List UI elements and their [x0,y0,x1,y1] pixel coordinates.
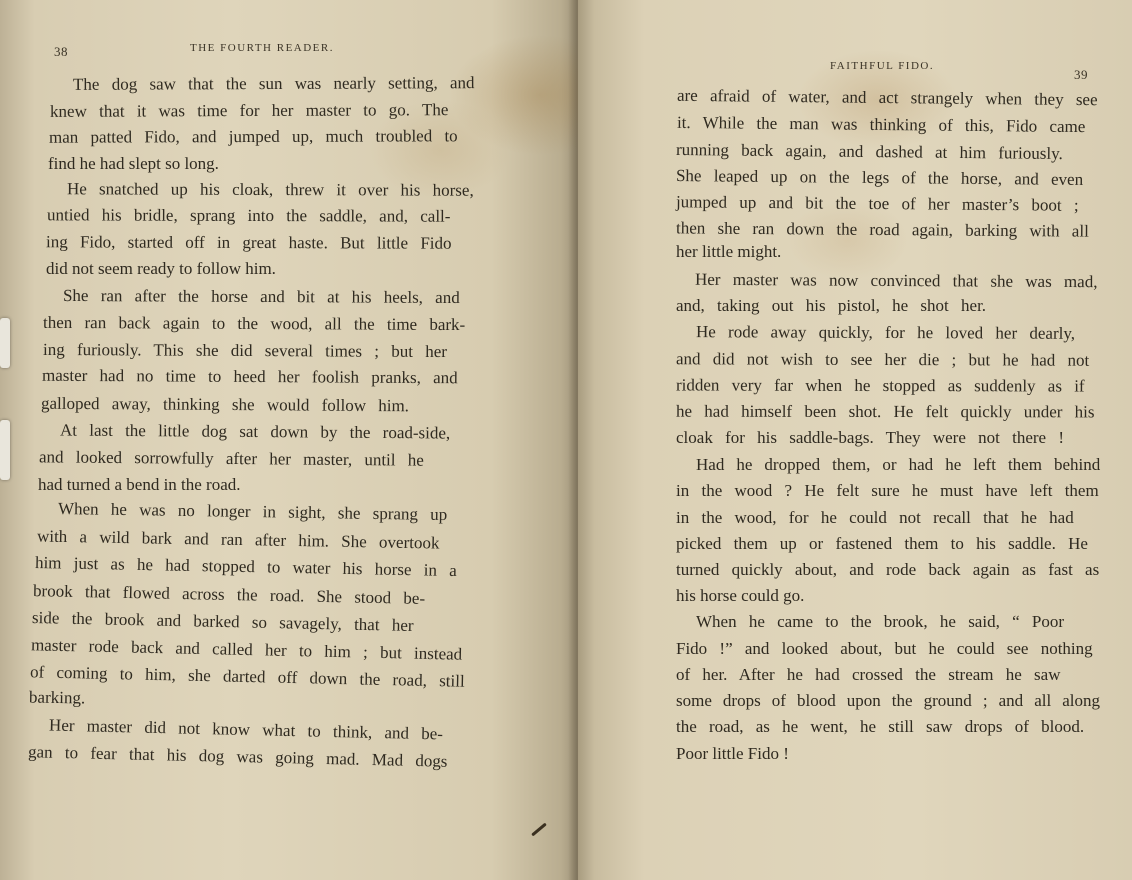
text-line: he had himself been shot. He felt quickly under his [675,401,1095,422]
text-line: man patted Fido, and jumped up, much troubled to [48,126,458,147]
page-number: 39 [1074,67,1088,82]
text-line: The dog saw that the sun was nearly setting, and [72,73,475,94]
text-line: knew that it was time for her master to go. The [49,100,449,121]
text-line: of coming to him, she darted off down the road, still [29,662,465,691]
text-line: She ran after the horse and bit at his heels, and [62,285,460,308]
running-head: THE FOURTH READER. [190,42,334,54]
text-line: barking. [28,687,86,708]
text-line: side the brook and barked so savagely, that her [31,608,414,635]
right-page [578,0,1132,880]
text-line: some drops of blood upon the ground ; and all along [676,691,1101,710]
page-number: 38 [54,44,68,59]
running-head: FAITHFUL FIDO. [830,60,935,72]
text-line: and, taking out his pistol, he shot her. [676,296,987,315]
text-line: had turned a bend in the road. [38,475,241,494]
text-line: ing Fido, started off in great haste. But little Fido [45,232,452,253]
text-line: master had no time to heed her foolish pranks, and [41,365,458,388]
text-line: Fido !” and looked about, but he could see nothing [676,639,1093,658]
text-line: it. While the man was thinking of this, Fido came [676,112,1086,137]
text-line: master rode back and called her to him ; but instead [30,635,463,664]
text-line: cloak for his saddle-bags. They were not there ! [676,428,1064,447]
text-line: then she ran down the road again, barking with all [675,218,1089,241]
text-line: gan to fear that his dog was going mad. Mad dogs [27,742,448,771]
text-line: of her. After he had crossed the stream he saw [676,665,1061,684]
text-line: When he came to the brook, he said, “ Poor [696,612,1064,631]
ink-mark [531,823,547,837]
text-line: and looked sorrowfully after her master, until he [38,447,424,470]
text-line: and did not wish to see her die ; but he had not [675,349,1090,370]
text-line: untied his bridle, sprang into the saddle, and, call- [46,205,451,226]
text-line: At last the little dog sat down by the road-side, [59,420,451,443]
text-line: When he was no longer in sight, she sprang up [57,498,448,525]
text-line: his horse could go. [676,586,805,605]
text-line: him just as he had stopped to water his horse in a [34,552,457,581]
text-line: did not seem ready to follow him. [46,259,276,278]
text-line: ridden very far when he stopped as suddenly as if [675,375,1085,396]
text-line: Her master was now convinced that she was mad, [694,269,1098,292]
text-line: with a wild bark and ran after him. She overtook [36,526,440,553]
text-line: Poor little Fido ! [676,744,789,763]
text-line: ing furiously. This she did several times ; but her [42,339,447,362]
text-line: turned quickly about, and rode back again as fast as [676,560,1100,579]
text-line: galloped away, thinking she would follow him. [40,393,410,416]
text-line: in the wood ? He felt sure he must have left them [676,481,1099,500]
text-line: the road, as he went, he still saw drops of blood. [676,717,1085,736]
binding-clip [0,420,10,480]
binding-clip [0,318,10,368]
text-line: She leaped up on the legs of the horse, and even [675,166,1084,189]
text-line: Her master did not know what to think, and be- [48,715,444,744]
text-line: running back again, and dashed at him furiously. [675,139,1063,164]
text-line: jumped up and bit the toe of her master’s boot ; [675,192,1079,215]
text-line: picked them up or fastened them to his saddle. He [676,534,1088,553]
text-line: He rode away quickly, for he loved her dearly, [695,322,1076,343]
text-line: He snatched up his cloak, threw it over his horse, [66,179,474,200]
text-line: Had he dropped them, or had he left them behind [696,455,1101,474]
text-line: find he had slept so long. [48,154,219,173]
text-line: then ran back again to the wood, all the time bark- [42,312,466,335]
text-line: her little might. [676,242,782,261]
text-line: in the wood, for he could not recall that he had [676,508,1074,527]
text-line: are afraid of water, and act strangely when they see [676,85,1098,110]
text-line: brook that flowed across the road. She stood be- [32,581,426,608]
